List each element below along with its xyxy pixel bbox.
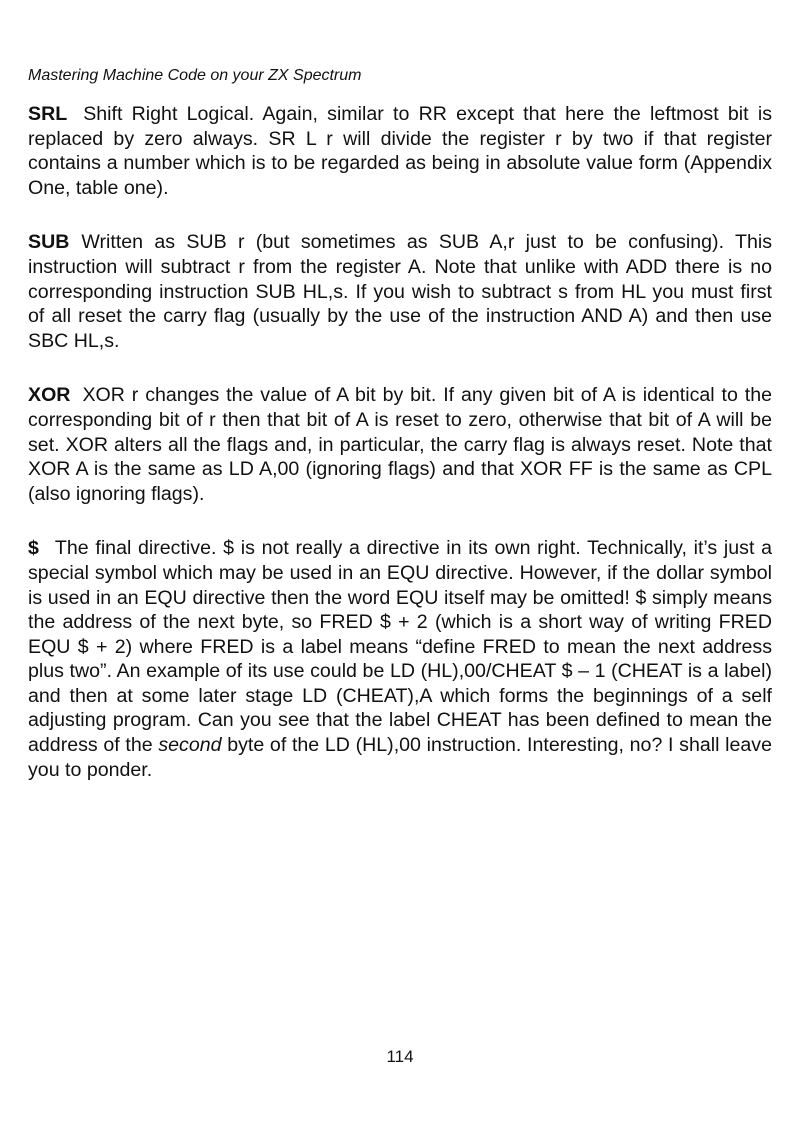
term-srl: SRL — [28, 103, 68, 125]
definition-sub: Written as SUB r (but sometimes as SUB A,r just to be confusing). This instruction will subtract r from the register A. Note that unlike with ADD there is no corresponding instruction SUB HL,s. If you wish to subtract s from HL you must first of all reset the carry flag (usually by the use of the instruction AND A) and then use SBC HL,s. — [28, 231, 772, 352]
running-header: Mastering Machine Code on your ZX Spectrum — [28, 67, 362, 84]
definition-srl: Shift Right Logical. Again, similar to RR except that here the leftmost bit is replaced by zero always. SR L r will divide the register r by two if that register contains a number which is to be regarded as being in absolute value form (Appendix One, table one). — [28, 103, 772, 199]
page-number: 114 — [386, 1047, 414, 1066]
definition-dollar-emphasis: second — [158, 734, 222, 757]
entry-sub — [28, 230, 772, 353]
glossary-entries — [28, 102, 772, 812]
term-sub: SUB — [28, 231, 70, 254]
definition-xor: XOR r changes the value of A bit by bit. If any given bit of A is identical to the corresponding bit of r then that bit of A is reset to zero, otherwise that bit of A will be set. XOR alters all the flags and, in particular, the carry flag is always reset. Note that XOR A is the same as LD A,00 (ignoring flags) and that XOR FF is the same as CPL (also ignoring flags). — [28, 384, 772, 505]
definition-dollar-part1: The final directive. $ is not really a directive in its own right. Technically, it’s just a special symbol which may be used in an EQU directive. However, if the dollar symbol is used in an EQU directive then the word EQU itself may be omitted! $ simply means the address of the next byte, so FRED $ + 2 (which is a short way of writing FRED EQU $ + 2) where FRED is a label means “define FRED to mean the next address plus two”. An example of its use could be LD (HL),00/CHEAT $ – 1 (CHEAT is a label) and then at some later stage LD (CHEAT),A which forms the beginnings of a self adjusting program. Can you see that the label CHEAT has been defined to mean the address of the — [28, 537, 772, 757]
entry-dollar — [28, 536, 772, 782]
term-dollar: $ — [28, 537, 39, 560]
entry-srl — [28, 102, 772, 200]
definition-dollar-part2: byte of the LD (HL),00 instruction. Interesting, no? I shall leave you to ponder. — [28, 734, 772, 781]
term-xor: XOR — [28, 384, 71, 407]
entry-xor — [28, 383, 772, 506]
